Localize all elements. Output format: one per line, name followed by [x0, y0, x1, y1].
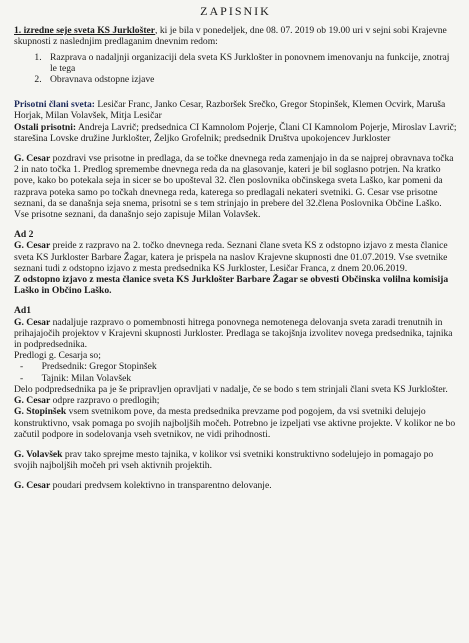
agenda-list: [14, 52, 457, 86]
ad2-paragraph: [14, 240, 457, 274]
speaker-name: G. Volavšek: [14, 448, 63, 460]
intro-paragraph: [14, 25, 457, 47]
opening-text: pozdravi vse prisotne in predlaga, da se točke dnevnega reda zamenjajo in da se najprej obravnava točka 2 in nato točka 1. Predlog spremembe dnevnega reda da na glasovanje, kateri je bil soglasno potrjen. Na kratko pove, kako bo potekala seja in sicer se bo upošteval 32. člen poslovnika občinskega sveta Laško, kar pomeni da razprava poteka samo po točkah dnevnega reda, katerega so predlagali nekateri svetniki. G. Cesar vse prisotne seznani, da se današnja seja snema, prisotni se s tem strinjajo in prebere del 32.člena Poslovnika Občine Laško.: [14, 153, 454, 209]
ad2-heading: Ad 2: [14, 229, 34, 241]
document-title: ZAPISNIK: [200, 4, 271, 18]
ad2-conclusion: Z odstopno izjavo z mesta članice sveta KS Jurklošter Barbare Žagar se obvesti Občinska volilna komisija Laško in Občino Laško.: [14, 274, 449, 297]
volavsek-paragraph: G. Volavšek prav tako sprejme mesto tajnika, v kolikor vsi svetniki konstruktivno sodelujejo in pomagajo po svojih najboljših močeh pri vseh aktivnih projektih.: [14, 448, 434, 472]
ad2-text: preide z razpravo na 2. točko dnevnega reda. Seznani člane sveta KS z odstopno izjavo z mesta članice sveta KS Jurkloster Barbare Žagar, katera je prispela na naslov Krajevne skupnosti dne 01.07.2019. Vse svetnike seznani tudi z odstopno izjavo z mesta predsednika KS Jurkloster, Lesičar Franca, z dnem 20.06.2019.: [14, 240, 448, 274]
others-list: Andreja Lavrič; predsednica CI Kamnolom Pojerje, Člani CI Kamnolom Pojerje, Miroslav Lavrič; starešina Lovske družine Jurklošter, Željko Grofelnik; predsednik Društva upokojencev Jurkloster: [14, 121, 457, 144]
speaker-name: G. Cesar: [14, 316, 51, 328]
agenda-item: 1. Razprava o nadaljnji organizaciji dela sveta KS Jurklošter in ponovnem imenovanju na funkcije, znotraj le tega: [44, 52, 457, 74]
ad1-paragraph: [14, 317, 457, 351]
ad1-text: nadaljuje razpravo o pomembnosti hitrega ponovnega nemotenega delovanja sveta zaradi trenutnih in prihajajočih projektov v Krajevni skupnosti Jurkloster. Predlaga se takojšnja izvolitev novega predsednika, tajnika in podpredsednika.: [14, 316, 453, 351]
others-label: Ostali prisotni:: [14, 121, 77, 133]
speaker-name: G. Cesar: [14, 395, 51, 407]
agenda-item: 2. Obravnava odstopne izjave: [44, 74, 457, 85]
vice-president-text: Delo podpredsednika pa je še pripravljen opravljati v nadalje, če se bodo s tem strinjali člani sveta KS Jurklošter.: [14, 383, 448, 395]
proposal-item: - Predsednik: Gregor Stopinšek: [20, 361, 457, 372]
proposal-list: [14, 361, 457, 383]
speaker-name: G. Cesar: [14, 480, 51, 492]
present-members: Lesičar Franc, Janko Cesar, Razboršek Srečko, Gregor Stopinšek, Klemen Ocvirk, Maruša Horjak, Milan Volavšek, Mitja Lesičar: [14, 99, 446, 122]
attendance-others: [14, 122, 457, 144]
speaker-name: G. Cesar: [14, 153, 51, 165]
proposal-item: - Tajnik: Milan Volavšek: [20, 373, 457, 384]
stopinsek-paragraph: G. Stopinšek vsem svetnikom pove, da mesta predsednika prevzame pod pogojem, da vsi svetniki delujejo konstruktivno, vsak pomaga po svojih najboljših močeh. Potrebno je izpeljati vse aktivne projekte. V kolikor ne bo začutil podpore in sodelovanja vseh svetnikov, ne vidi prihodnosti.: [14, 406, 456, 440]
ad1-heading: Ad1: [14, 305, 32, 317]
speaker-name: G. Stopinšek: [14, 406, 67, 418]
speaker-name: G. Cesar: [14, 240, 51, 252]
opening-paragraph: [14, 153, 457, 209]
recorder-note: Vse prisotne seznani, da današnjo sejo zapisuje Milan Volavšek.: [14, 209, 261, 221]
attendance-present: [14, 99, 457, 121]
proposal-intro: Predlogi g. Cesarja so;: [14, 350, 101, 362]
present-label: Prisotni člani sveta:: [14, 99, 96, 111]
intro-text: , ki je bila v ponedeljek, dne 08. 07. 2019 ob 19.00 uri v sejni sobi Krajevne skupnosti z naslednjim predlaganim dnevnim redom:: [14, 25, 447, 48]
final-paragraph: G. Cesar poudari predvsem kolektivno in transparentno delovanje.: [14, 480, 272, 492]
session-title: 1. izredne seje sveta KS Jurklošter: [14, 25, 156, 37]
discussion-open: G. Cesar odpre razpravo o predlogih;: [14, 395, 160, 407]
